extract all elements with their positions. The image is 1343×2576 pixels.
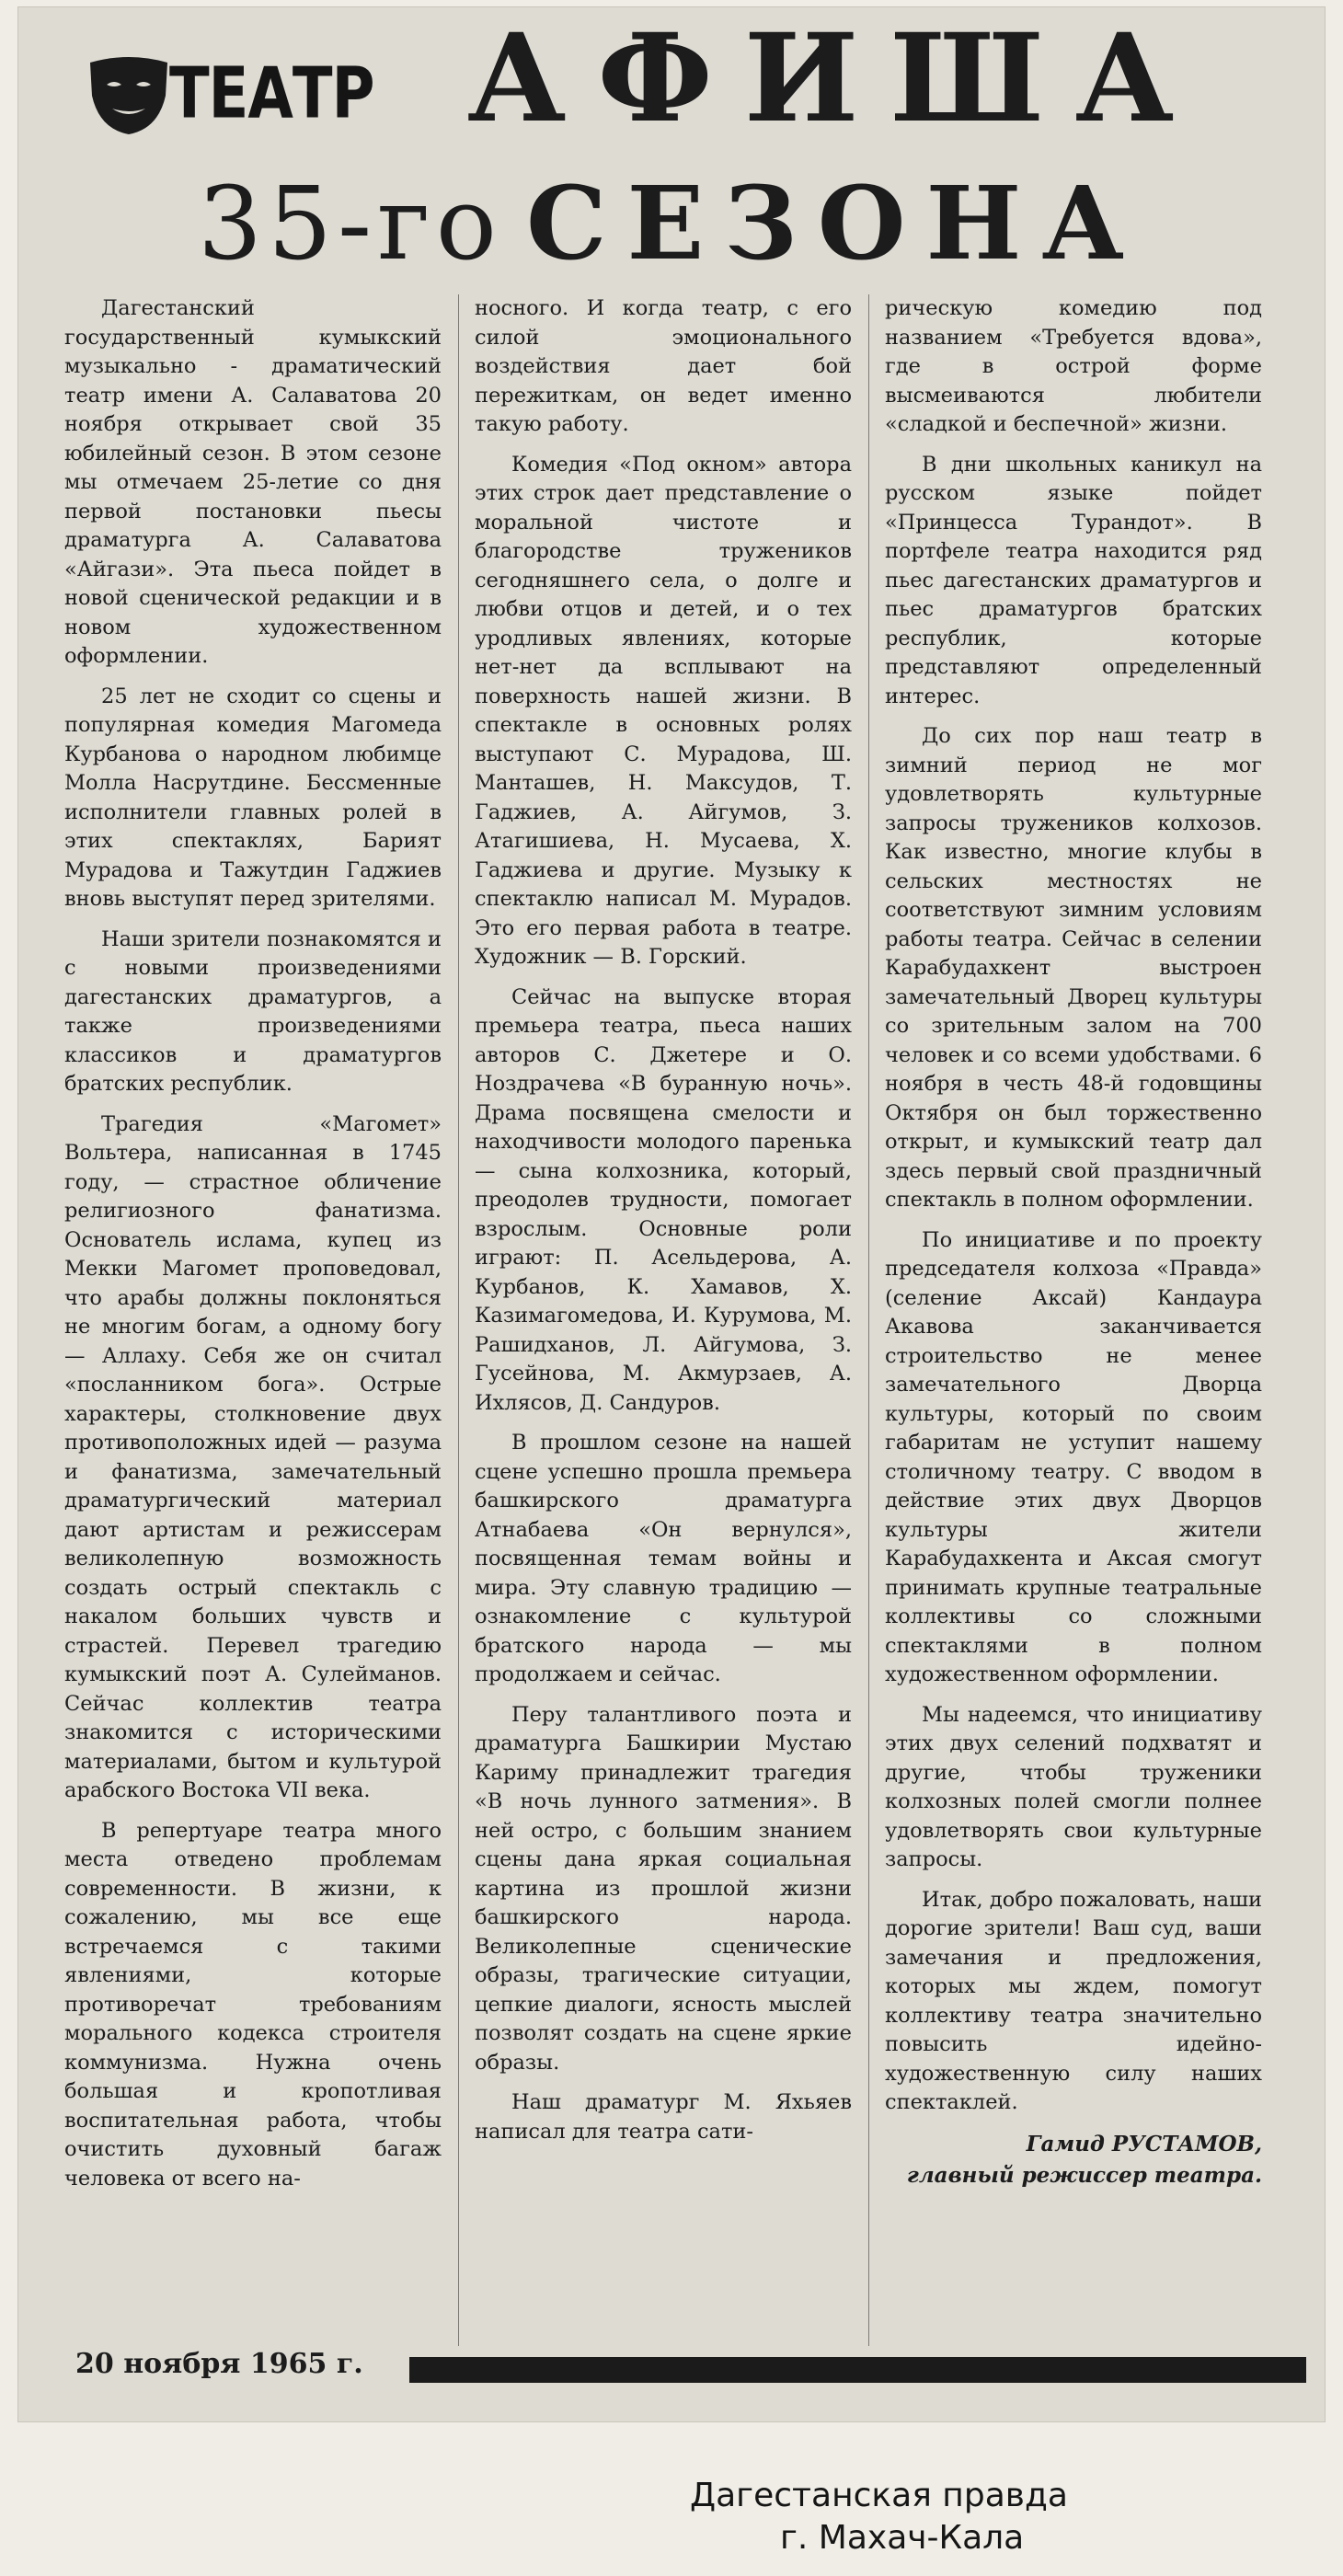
column-divider bbox=[868, 294, 869, 2346]
subtitle-number: 35-го bbox=[198, 165, 502, 282]
article-body bbox=[64, 294, 1279, 2346]
paragraph: Итак, добро пожаловать, наши дорогие зрители! Ваш суд, ваши замечания и предложения, которых мы ждем, помогут коллективу театра значительно повысить идейно-художественную силу наших спектаклей. bbox=[885, 1887, 1262, 2114]
paragraph: Сейчас на выпуске вторая премьера театра, пьеса наших авторов С. Джетере и О. Ноздрачева «В буранную ночь». Драма посвящена смелости и находчивости молодого паренька — сына колхозника, который, преодолев трудности, помогает взрослым. Основные роли играют: П. Асельдерова, А. Курбанов, К. Хамавов, Х. Казимагомедова, И. Курумова, М. Рашидханов, Л. Айгумова, З. Гусейнова, М. Акмурзаев, А. Ихлясов, Д. Сандуров. bbox=[475, 984, 852, 1415]
paragraph: Наш драматург М. Яхьяев написал для театра сати- bbox=[475, 2090, 852, 2144]
source-newspaper: Дагестанская правда bbox=[690, 2477, 1068, 2514]
paragraph: Мы надеемся, что инициативу этих двух селений подхватят и другие, чтобы труженики колхозных полей смогли полнее удовлетворять свои культурные запросы. bbox=[885, 1702, 1262, 1871]
paragraph: носного. И когда театр, с его силой эмоционального воздействия дает бой пережиткам, он ведет именно такую работу. bbox=[475, 296, 852, 436]
page-title: АФИША bbox=[467, 7, 1206, 150]
paragraph: Перу талантливого поэта и драматурга Башкирии Мустаю Кариму принадлежит трагедия «В ночь лунного затмения». В ней остро, с большим знанием сцены дана яркая социальная картина из прошлой жизни башкирского народа. Великолепные сценические образы, трагические ситуации, цепкие диалоги, ясность мыслей позволят создать на сцене яркие образы. bbox=[475, 1702, 852, 2075]
author-signature bbox=[885, 2129, 1262, 2191]
paragraph: Комедия «Под окном» автора этих строк дает представление о моральной чистоте и благородстве тружеников сегодняшнего села, о долге и любви отцов и детей, и о тех уродливых явлениях, которые нет-нет да всплывают на поверхность нашей жизни. В спектакле в основных ролях выступают С. Мурадова, Ш. Манташев, Н. Максудов, Т. Гаджиев, А. Айгумов, З. Атагишиева, Н. Мусаева, Х. Гаджиева и другие. Музыку к спектаклю написал М. Мурадов. Это его первая работа в театре. Художник — В. Горский. bbox=[475, 452, 852, 969]
logo-word: ТЕАТР bbox=[169, 53, 374, 135]
source-city: г. Махач-Кала bbox=[780, 2519, 1025, 2557]
paragraph: По инициативе и по проекту председателя колхоза «Правда» (селение Аксай) Кандаура Акавова заканчивается строительство не менее замечательного Дворца культуры, который по своим габаритам не уступит нашему столичному театру. С вводом в действие этих двух Дворцов культуры жители Карабудахкента и Аксая смогут принимать крупные театральные коллективы со сложными спектаклями в полном художественном оформлении. bbox=[885, 1227, 1262, 1686]
paragraph: Дагестанский государственный кумыкский музыкально - драматический театр имени А. Салаватова 20 ноября открывает свой 35 юбилейный сезон. В этом сезоне мы отмечаем 25-летие со дня первой постановки пьесы драматурга А. Салаватова «Айгази». Эта пьеса пойдет в новой сценической редакции и в новом художественном оформлении. bbox=[64, 296, 442, 668]
author-role: главный режиссер театра. bbox=[906, 2162, 1262, 2188]
article-column-2 bbox=[475, 294, 852, 2346]
paragraph: рическую комедию под названием «Требуется вдова», где в острой форме высмеиваются любители «сладкой и беспечной» жизни. bbox=[885, 296, 1262, 436]
paragraph: Наши зрители познакомятся и с новыми произведениями дагестанских драматургов, а также произведениями классиков и драматургов братских республик. bbox=[64, 926, 442, 1096]
page-subtitle bbox=[198, 164, 1256, 282]
subtitle-word: СЕЗОНА bbox=[526, 164, 1145, 282]
paragraph: Трагедия «Магомет» Вольтера, написанная в 1745 году, — страстное обличение религиозного фанатизма. Основатель ислама, купец из Мекки Магомет проповедовал, что арабы должны поклоняться не многим богам, а одному богу — Аллаху. Себя же он считал «посланником бога». Острые характеры, столкновение двух противоположных идей — разума и фанатизма, замечательный драматургический материал дают артистам и режиссерам великолепную возможность создать острый спектакль с накалом больших чувств и страстей. Перевел трагедию кумыкский поэт А. Сулейманов. Сейчас коллектив театра знакомится с историческими материалами, бытом и культурой арабского Востока VII века. bbox=[64, 1111, 442, 1802]
source-stamp bbox=[690, 2475, 1068, 2559]
paragraph: 25 лет не сходит со сцены и популярная комедия Магомеда Курбанова о народном любимце Молла Насрутдине. Бессменные исполнители главных ролей в этих спектаклях, Барият Мурадова и Тажутдин Гаджиев вновь выступят перед зрителями. bbox=[64, 684, 442, 911]
column-divider bbox=[458, 294, 459, 2346]
paragraph: В репертуаре театра много места отведено проблемам современности. В жизни, к сожалению, мы все еще встречаемся с такими явлениями, которые противоречат требованиям морального кодекса строителя коммунизма. Нужна очень большая и кропотливая воспитательная работа, чтобы очистить духовный багаж человека от всего на- bbox=[64, 1818, 442, 2191]
publication-date: 20 ноября 1965 г. bbox=[75, 2348, 363, 2380]
article-column-1 bbox=[64, 294, 442, 2346]
paragraph: В прошлом сезоне на нашей сцене успешно прошла премьера башкирского драматурга Атнабаева «Он вернулся», посвященная темам войны и мира. Эту славную традицию — ознакомление с культурой братского народа — мы продолжаем и сейчас. bbox=[475, 1431, 852, 1686]
article-column-3 bbox=[885, 294, 1262, 2346]
paragraph: До сих пор наш театр в зимний период не мог удовлетворять культурные запросы тружеников колхозов. Как известно, многие клубы в сельских местностях не соответствуют зимним условиям работы театра. Сейчас в селении Карабудахкент выстроен замечательный Дворец культуры со зрительным залом на 700 человек и со всеми удобствами. 6 ноября в честь 48-й годовщины Октября он был торжественно открыт, и кумыкский театр дал здесь первый свой праздничный спектакль в полном оформлении. bbox=[885, 724, 1262, 1212]
date-rule bbox=[409, 2357, 1306, 2383]
paragraph: В дни школьных каникул на русском языке пойдет «Принцесса Турандот». В портфеле театра находится ряд пьес дагестанских драматургов и пьес драматургов братских республик, которые представляют определенный интерес. bbox=[885, 452, 1262, 708]
theatre-mask-icon bbox=[85, 50, 173, 138]
author-name: Гамид РУСТАМОВ, bbox=[1026, 2131, 1262, 2156]
theatre-logo bbox=[85, 50, 379, 145]
